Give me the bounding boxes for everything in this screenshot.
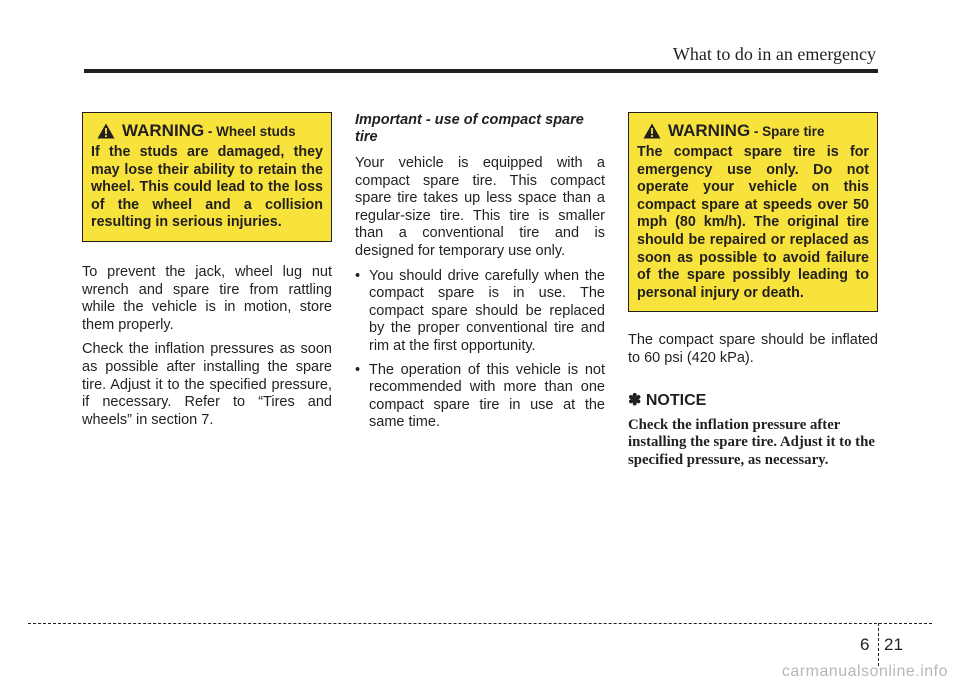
warning-title: WARNING (122, 121, 205, 140)
column-2 (355, 112, 605, 438)
column-1 (82, 112, 332, 436)
warning-subtitle: - Wheel studs (204, 124, 296, 139)
warning-triangle-icon (97, 123, 115, 139)
list-item: • You should drive carefully when the compact spare is in use. The compact spare should be replaced by the proper conventional tire and rim at the first opportunity. (355, 268, 605, 356)
warning-box-spare-tire (628, 112, 878, 312)
warning-title: WARNING (668, 121, 751, 140)
paragraph-inflation-pressure: The compact spare should be inflated to 60 psi (420 kPa). (628, 332, 878, 366)
chapter-number: 6 (860, 635, 870, 654)
list-item: • The operation of this vehicle is not recommended with more than one compact spare tire in use at the same time. (355, 362, 605, 432)
warning-subtitle: - Spare tire (750, 124, 825, 139)
paragraph-inflation-check: Check the inflation pressures as soon as possible after installing the spare tire. Adjust it to the specified pressure, if necessary. Refer to “Tires and wheels” in section 7. (82, 341, 332, 428)
warning-text: The compact spare tire is for emergency use only. Do not operate your vehicle on this compact spare at speeds over 50 mph (80 km/h). The original tire should be repaired or replaced as soon as possible to avoid failure of the spare possibly leading to personal injury or death. (637, 144, 869, 301)
warning-triangle-icon (643, 123, 661, 139)
bullet-list (355, 268, 605, 432)
header-rule (84, 69, 878, 73)
column-3 (628, 112, 878, 469)
warning-header (97, 121, 323, 141)
page-number: 21 (884, 635, 903, 654)
warning-header (643, 121, 869, 141)
notice-title: ✽ NOTICE (628, 391, 707, 409)
warning-box-wheel-studs (82, 112, 332, 242)
footer-dashed-rule (28, 623, 932, 624)
footer-page-divider (878, 623, 879, 666)
paragraph-compact-spare: Your vehicle is equipped with a compact spare tire. This compact spare tire takes up less space than a regular-size tire. This tire is smaller than a conventional tire and is designed for temporary use only. (355, 155, 605, 259)
notice-text: Check the inflation pressure after installing the spare tire. Adjust it to the specified pressure, as necessary. (628, 416, 875, 468)
paragraph-storage: To prevent the jack, wheel lug nut wrench and spare tire from rattling while the vehicle is in motion, store them properly. (82, 263, 332, 333)
subheading-compact-spare: Important - use of compact spare tire (355, 112, 584, 145)
watermark: carmanualsonline.info (781, 663, 948, 680)
page-header-title: What to do in an emergency (672, 44, 876, 64)
warning-text: If the studs are damaged, they may lose their ability to retain the wheel. This could lead to the loss of the wheel and a collision resulting in serious injuries. (91, 144, 323, 231)
